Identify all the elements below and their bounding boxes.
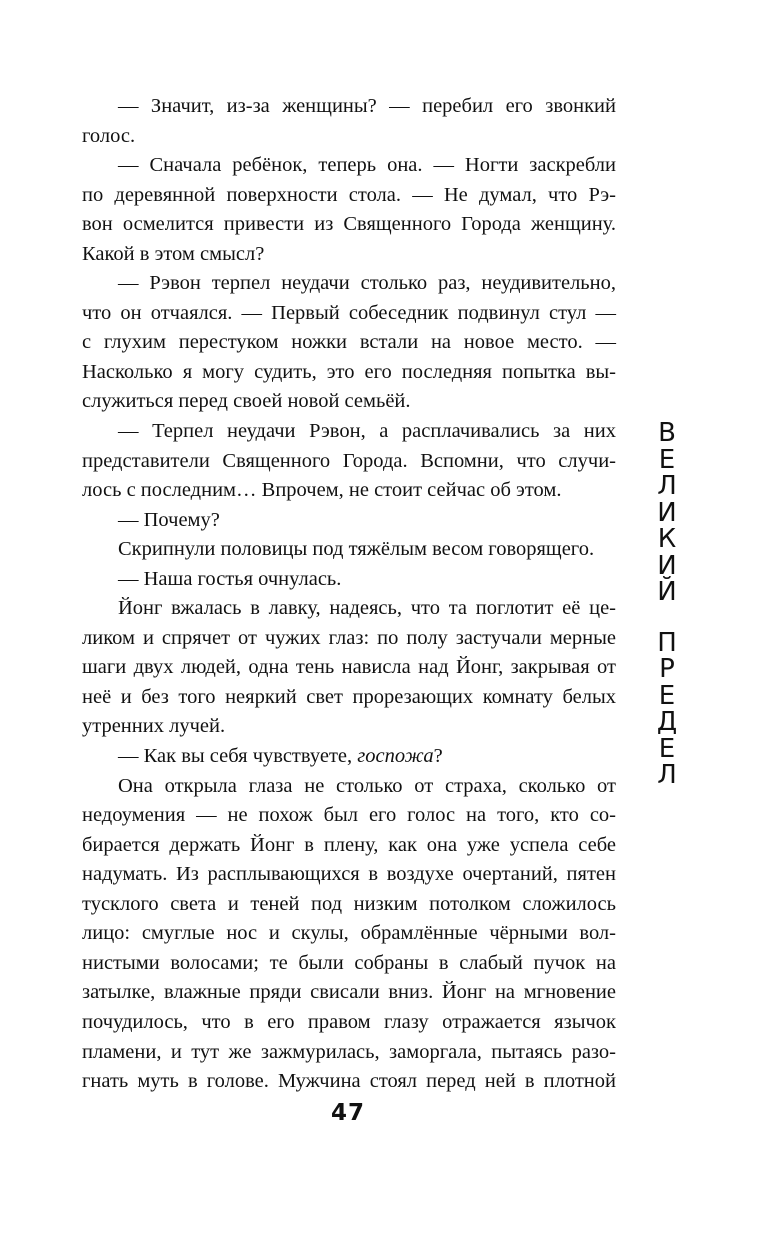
text-line — [82, 919, 616, 949]
text-line-content: Насколько я могу судить, это его последняя попытка вы- — [82, 360, 616, 383]
text-line — [82, 122, 616, 152]
text-line — [82, 387, 616, 417]
text-line — [82, 210, 616, 240]
text-line-content: почудилось, что в его правом глазу отражается язычок — [82, 1010, 616, 1033]
text-line-content: надумать. Из расплывающихся в воздухе очертаний, пятен — [82, 863, 616, 886]
text-line-content: — Сначала ребёнок, теперь она. — Ногти заскребли — [118, 154, 616, 177]
text-line-content: лицо: смуглые нос и скулы, обрамлённые чёрными вол- — [82, 922, 616, 945]
text-line — [82, 535, 616, 565]
text-line — [82, 624, 616, 654]
text-line-content: голос. — [82, 124, 136, 147]
text-line — [82, 151, 616, 181]
text-line — [82, 742, 616, 772]
text-line — [82, 801, 616, 831]
text-line-content: бирается держать Йонг в плену, как она уже успела себе — [82, 833, 616, 856]
text-line — [82, 594, 616, 624]
text-line-content: — Как вы себя чувствуете, — [118, 745, 358, 768]
text-line-content: Какой в этом смысл? — [82, 242, 265, 265]
text-line-content: — Рэвон терпел неудачи столько раз, неудивительно, — [118, 272, 616, 295]
page-number: 47 — [330, 1100, 365, 1126]
text-line — [82, 476, 616, 506]
text-line — [82, 417, 616, 447]
text-line — [82, 683, 616, 713]
text-line — [82, 1067, 616, 1097]
text-line-content: затылке, влажные пряди свисали вниз. Йонг на мгновение — [82, 981, 616, 1004]
text-line-content: неё и без того неяркий свет прорезающих комнату белых — [82, 685, 616, 708]
text-line — [82, 772, 616, 802]
emphasized-word: госпожа — [357, 745, 434, 768]
text-line — [82, 653, 616, 683]
text-line-content: шаги двух людей, одна тень нависла над Йонг, закрывая от — [82, 656, 616, 679]
text-line-content: Она открыла глаза не столько от страха, сколько от — [118, 774, 616, 797]
text-line-content: — Терпел неудачи Рэвон, а расплачивались за них — [118, 420, 616, 443]
text-line — [82, 447, 616, 477]
text-line-content: пламени, и тут же зажмурилась, заморгала, пытаясь разо- — [82, 1040, 616, 1063]
text-line-content: недоумения — не похож был его голос на того, кто со- — [82, 804, 616, 827]
text-line — [82, 92, 616, 122]
text-line-content: — Наша гостья очнулась. — [118, 567, 342, 590]
text-line-content: — Значит, из-за женщины? — перебил его звонкий — [118, 95, 616, 117]
text-line — [82, 978, 616, 1008]
text-line — [82, 1038, 616, 1068]
text-line — [82, 240, 616, 270]
text-line — [82, 269, 616, 299]
text-line — [82, 565, 616, 595]
text-line-content: ликом и спрячет от чужих глаз: по полу застучали мерные — [82, 626, 616, 649]
text-line — [82, 860, 616, 890]
text-line — [82, 358, 616, 388]
text-line-content: утренних лучей. — [82, 715, 226, 738]
text-line-content: гнать муть в голове. Мужчина стоял перед ней в плотной — [82, 1070, 616, 1093]
text-line-content: — Почему? — [118, 508, 220, 531]
text-line — [82, 890, 616, 920]
text-line-content: по деревянной поверхности стола. — Не думал, что Рэ- — [82, 183, 616, 206]
text-line — [82, 181, 616, 211]
text-line — [82, 299, 616, 329]
text-line-content: служиться перед своей новой семьёй. — [82, 390, 411, 413]
text-line — [82, 949, 616, 979]
running-title-word: П Р Е Д Е Л — [656, 627, 678, 790]
text-line-content: лось с последним… Впрочем, не стоит сейчас об этом. — [82, 479, 562, 502]
text-line-content: представители Священного Города. Вспомни, что случи- — [82, 449, 616, 472]
text-line-content: Йонг вжалась в лавку, надеясь, что та поглотит её це- — [118, 597, 616, 620]
running-title — [641, 420, 693, 789]
text-line-content: тусклого света и теней под низким потолком сложилось — [82, 892, 616, 915]
text-line-tail: ? — [433, 745, 443, 768]
text-line-content: что он отчаялся. — Первый собеседник подвинул стул — — [82, 301, 616, 324]
text-line — [82, 1008, 616, 1038]
text-line — [82, 328, 616, 358]
text-line — [82, 712, 616, 742]
text-line-content: нистыми волосами; те были собраны в слабый пучок на — [82, 951, 616, 974]
running-title-word: В Е Л И К И Й — [657, 418, 677, 607]
text-line-content: Скрипнули половицы под тяжёлым весом говорящего. — [118, 538, 595, 561]
text-line-content: вон осмелится привести из Священного Города женщину. — [82, 213, 616, 236]
text-line-content: с глухим перестуком ножки встали на новое место. — — [82, 331, 616, 354]
page-body — [82, 92, 616, 1097]
text-line — [82, 506, 616, 536]
text-line — [82, 831, 616, 861]
